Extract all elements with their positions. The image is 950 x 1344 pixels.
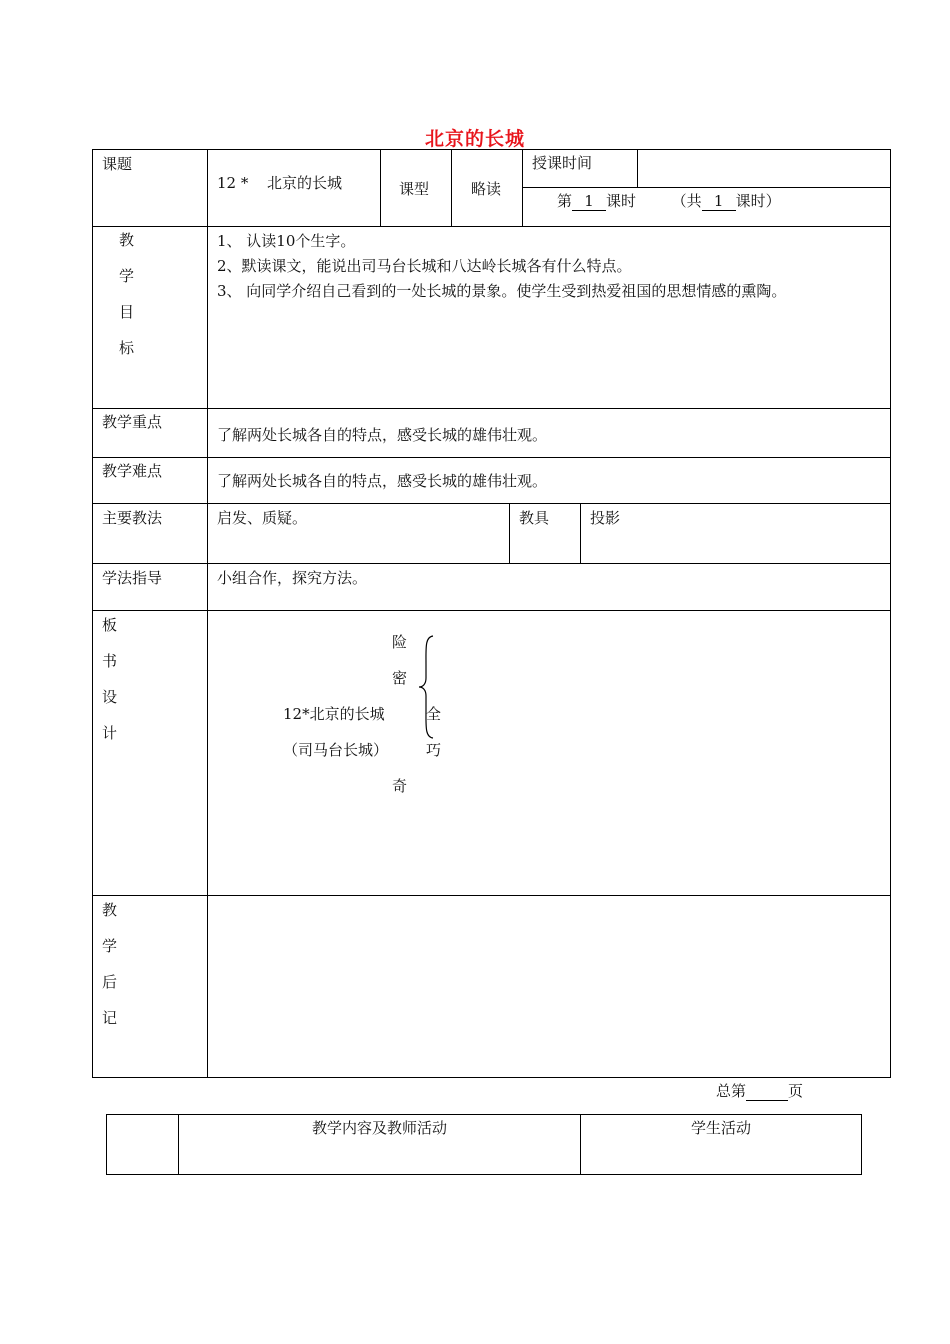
teacher-activity-header: 教学内容及教师活动 [311, 1119, 447, 1137]
goal-item: 2、默读课文，能说出司马台长城和八达岭长城各有什么特点。 [217, 257, 632, 275]
page-total: 总第 页 [716, 1082, 804, 1100]
period-suffix: 课时 [606, 192, 637, 210]
total-suffix: 课时） [735, 192, 781, 210]
goals-label: 教 学 目 标 [119, 231, 135, 357]
lesson-number: 12 * [217, 174, 249, 192]
key-point-text: 了解两处长城各自的特点，感受长城的雄伟壮观。 [217, 426, 548, 444]
board-word: 险 [392, 633, 408, 651]
type-label: 课型 [399, 180, 430, 198]
board-word: 密 [392, 669, 408, 687]
study-label: 学法指导 [102, 569, 163, 587]
difficulty-label: 教学难点 [102, 462, 163, 480]
page-title: 北京的长城 [424, 128, 525, 150]
type-value: 略读 [471, 180, 502, 198]
board-subheading: （司马台长城） [283, 741, 389, 759]
period-info [557, 192, 781, 211]
tools-label: 教具 [519, 509, 550, 527]
period-prefix: 第 [557, 192, 573, 210]
total-number: 1 [702, 192, 736, 211]
board-word: 巧 [426, 741, 442, 759]
key-point-label: 教学重点 [102, 413, 163, 431]
total-prefix: （共 [671, 192, 702, 210]
board-word: 奇 [392, 777, 408, 795]
brace-icon [416, 634, 438, 740]
student-activity-header: 学生活动 [690, 1119, 751, 1137]
lesson-label: 课题 [102, 155, 133, 173]
difficulty-text: 了解两处长城各自的特点，感受长城的雄伟壮观。 [217, 472, 548, 490]
goal-item: 1、 认读10个生字。 [217, 232, 356, 250]
lesson-name: 北京的长城 [267, 174, 343, 192]
method-text: 启发、质疑。 [217, 509, 308, 527]
method-label: 主要教法 [102, 509, 163, 527]
period-number: 1 [572, 192, 606, 211]
reflection-label: 教 学 后 记 [102, 901, 118, 1027]
tools-value: 投影 [590, 509, 621, 527]
time-label: 授课时间 [532, 154, 593, 172]
study-text: 小组合作，探究方法。 [217, 569, 368, 587]
board-heading: 12*北京的长城 [283, 705, 385, 723]
board-label: 板 书 设 计 [102, 616, 118, 742]
goal-item: 3、 向同学介绍自己看到的一处长城的景象。使学生受到热爱祖国的思想情感的熏陶。 [217, 282, 787, 300]
board-word: 全 [426, 705, 442, 723]
